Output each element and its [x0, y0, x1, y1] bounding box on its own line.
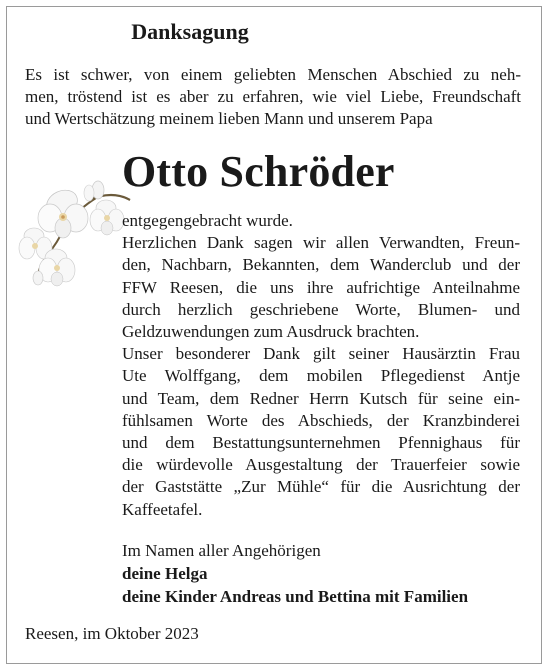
signature-intro: Im Namen aller Angehörigen: [122, 541, 321, 560]
body-line: die würdevolle Ausgestaltung der Trauerfeier sowie: [122, 455, 520, 475]
body-line: Geldzuwendungen zum Ausdruck brachten.: [122, 322, 420, 342]
intro-paragraph: [25, 64, 521, 130]
body-line: FFW Reesen, die uns ihre aufrichtige Anteilnahme: [122, 277, 520, 297]
body-line: Herzlichen Dank sagen wir allen Verwandten, Freun-: [122, 233, 520, 253]
body-line: entgegengebracht wurde.: [122, 211, 293, 230]
orchid-icon: [18, 170, 138, 290]
thanks-paragraph: [122, 210, 520, 521]
body-line: durch herzlich geschriebene Worte, Blumen- und: [122, 299, 520, 319]
deceased-name: Otto Schröder: [122, 147, 395, 196]
body-line: Kaffeetafel.: [122, 499, 203, 519]
body-line: der Gaststätte „Zur Mühle“ für die Ausrichtung der: [122, 477, 520, 497]
body-line: Ute Wolffgang, dem mobilen Pflegedienst Antje: [122, 366, 520, 386]
intro-line: und Wertschätzung meinem lieben Mann und unserem Papa: [25, 109, 433, 128]
place-date: Reesen, im Oktober 2023: [25, 624, 199, 643]
signature-block: [122, 539, 522, 608]
intro-line: Es ist schwer, von einem geliebten Menschen Abschied zu neh-: [25, 65, 521, 84]
intro-line: men, tröstend ist es aber zu erfahren, wie viel Liebe, Freundschaft: [25, 87, 521, 106]
body-line: fühlsamen Worte des Abschieds, der Kranzbinderei: [122, 410, 520, 430]
signature-children: deine Kinder Andreas und Bettina mit Familien: [122, 587, 469, 606]
body-line: den, Nachbarn, Bekannten, dem Wanderclub und der: [122, 255, 520, 275]
body-line: Unser besonderer Dank gilt seiner Hausärztin Frau: [122, 344, 520, 364]
signature-spouse: deine Helga: [122, 564, 208, 583]
body-line: und dem Bestattungsunternehmen Pfennighaus für: [122, 433, 520, 453]
notice-heading: Danksagung: [131, 19, 249, 44]
body-line: und Team, dem Redner Herrn Kutsch für seine ein-: [122, 388, 520, 408]
